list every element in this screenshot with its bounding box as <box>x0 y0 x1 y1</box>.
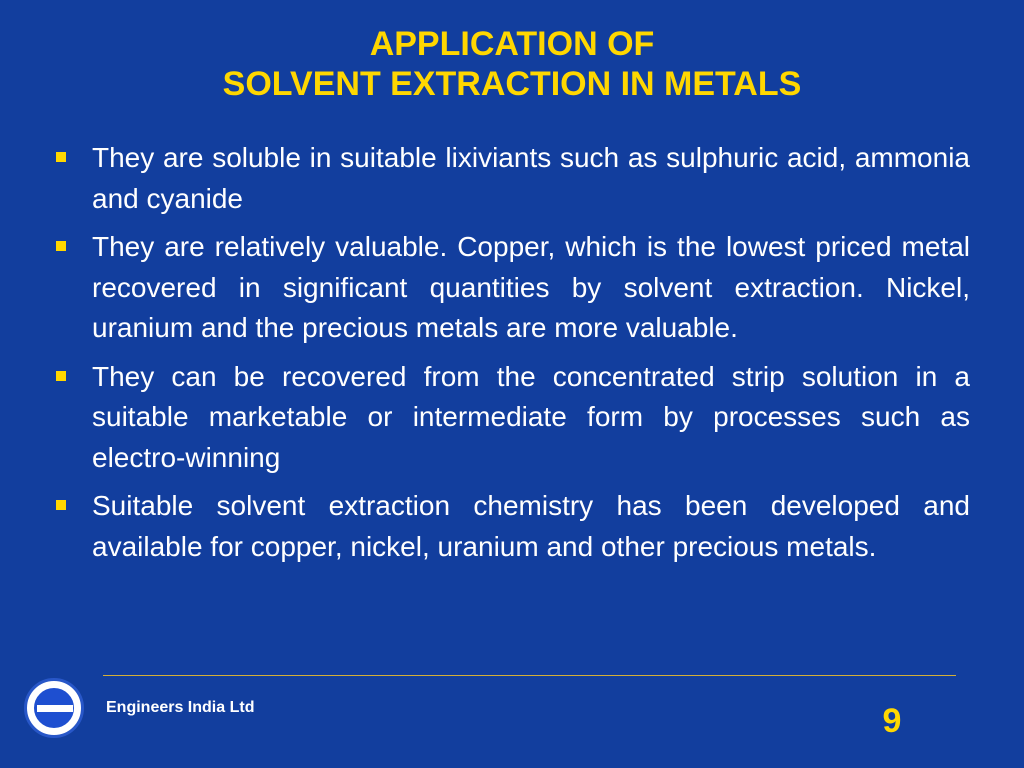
page-number: 9 <box>882 702 902 740</box>
bullet-item <box>52 227 970 349</box>
bullet-text: Suitable solvent extraction chemistry has been developed and available for copper, nickel, uranium and other precious metals. <box>92 490 970 562</box>
bullet-item <box>52 138 970 219</box>
bullet-text: They are relatively valuable. Copper, which is the lowest priced metal recovered in significant quantities by solvent extraction. Nickel, uranium and the precious metals are more valuable. <box>92 231 970 343</box>
engineers-india-logo-icon <box>24 678 84 738</box>
bullet-list <box>52 138 970 575</box>
square-bullet-icon <box>56 241 66 251</box>
bullet-text: They are soluble in suitable lixiviants such as sulphuric acid, ammonia and cyanide <box>92 142 970 214</box>
slide-title-line-1: APPLICATION OF <box>369 25 655 63</box>
slide-title-line-2: SOLVENT EXTRACTION IN METALS <box>222 65 802 103</box>
bullet-text: They can be recovered from the concentrated strip solution in a suitable marketable or intermediate form by processes such as electro-winning <box>92 360 970 473</box>
logo-emblem <box>32 686 76 730</box>
company-name: Engineers India Ltd <box>106 699 255 716</box>
square-bullet-icon <box>56 500 66 510</box>
logo-band <box>37 705 73 712</box>
slide-title <box>0 24 1024 104</box>
square-bullet-icon <box>56 152 66 162</box>
footer-divider <box>103 675 956 676</box>
square-bullet-icon <box>56 371 66 381</box>
bullet-item <box>52 486 970 567</box>
bullet-item <box>52 357 970 479</box>
